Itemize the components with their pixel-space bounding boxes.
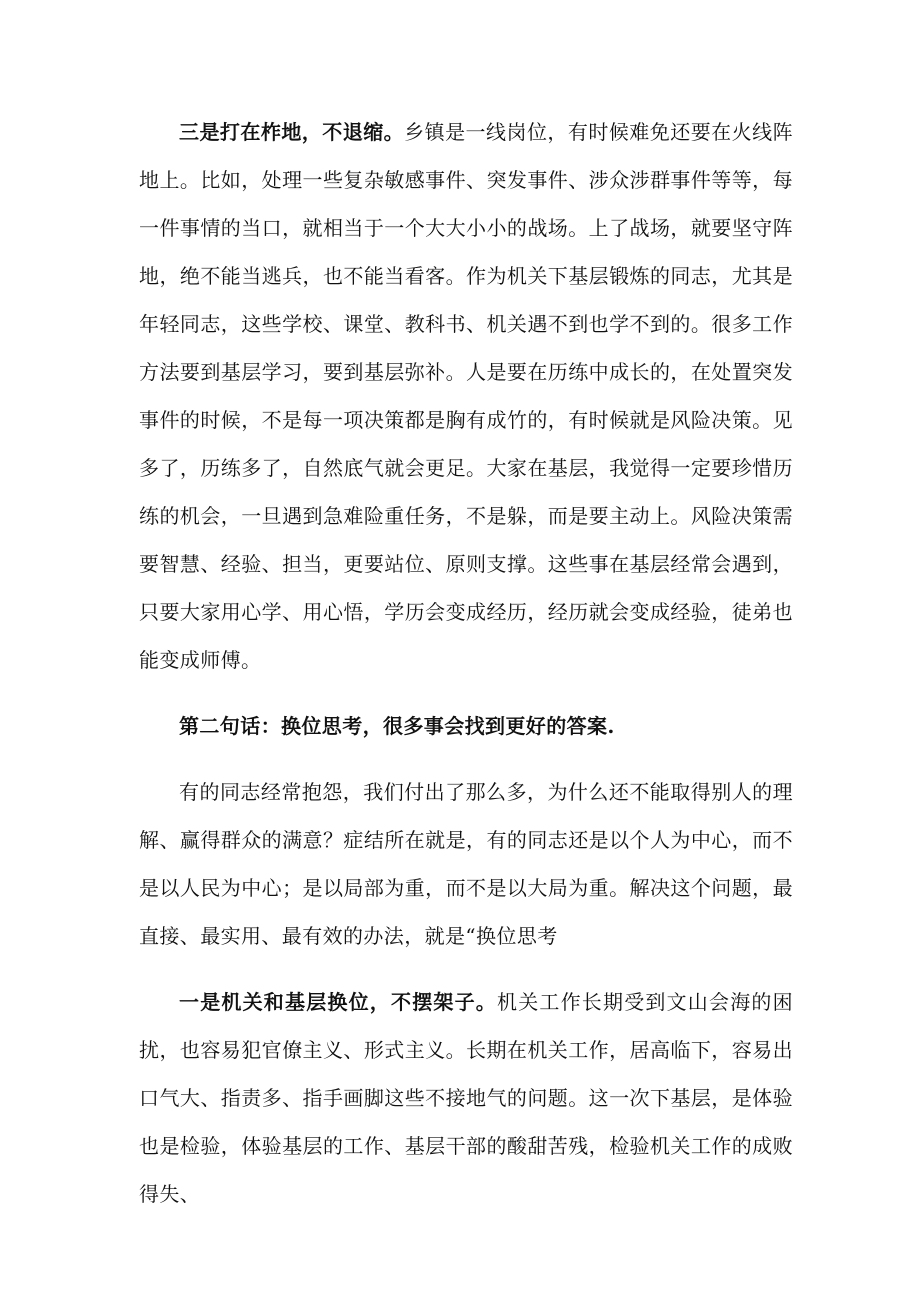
paragraph-point-three-lead: 三是打在柞地，不退缩。 bbox=[179, 120, 405, 144]
paragraph-point-one-lead: 一是机关和基层换位，不摆架子。 bbox=[179, 990, 497, 1014]
paragraph-point-three bbox=[139, 108, 793, 684]
paragraph-point-one bbox=[139, 978, 793, 1218]
section-heading-second-sentence: 第二句话：换位思考，很多事会找到更好的答案. bbox=[179, 714, 615, 738]
paragraph-perspective-intro: 有的同志经常抱怨，我们付出了那么多，为什么还不能取得别人的理解、赢得群众的满意？症结所在就是，有的同志还是以个人为中心，而不是以人民为中心；是以局部为重，而不是以大局为重。解决这个问题，最直接、最实用、最有效的办法，就是“换位思考 bbox=[139, 780, 793, 948]
document-page bbox=[139, 108, 793, 1218]
paragraph-point-three-body: 乡镇是一线岗位，有时候难免还要在火线阵地上。比如，处理一些复杂敏感事件、突发事件、涉众涉群事件等等，每一件事情的当口，就相当于一个大大小小的战场。上了战场，就要坚守阵地，绝不能当逃兵，也不能当看客。作为机关下基层锻炼的同志，尤其是年轻同志，这些学校、课堂、教科书、机关遇不到也学不到的。很多工作方法要到基层学习，要到基层弥补。人是要在历练中成长的，在处置突发事件的时候，不是每一项决策都是胸有成竹的，有时候就是风险决策。见多了，历练多了，自然底气就会更足。大家在基层，我觉得一定要珍惜历练的机会，一旦遇到急难险重任务，不是躲，而是要主动上。风险决策需要智慧、经验、担当，更要站位、原则支撑。这些事在基层经常会遇到，只要大家用心学、用心悟，学历会变成经历，经历就会变成经验，徒弟也能变成师傅。 bbox=[139, 120, 793, 672]
paragraph-point-one-body: 机关工作长期受到文山会海的困扰，也容易犯官僚主义、形式主义。长期在机关工作，居高临下，容易出口气大、指责多、指手画脚这些不接地气的问题。这一次下基层，是体验也是检验，体验基层的工作、基层干部的酸甜苦残，检验机关工作的成败得失、 bbox=[139, 990, 793, 1206]
